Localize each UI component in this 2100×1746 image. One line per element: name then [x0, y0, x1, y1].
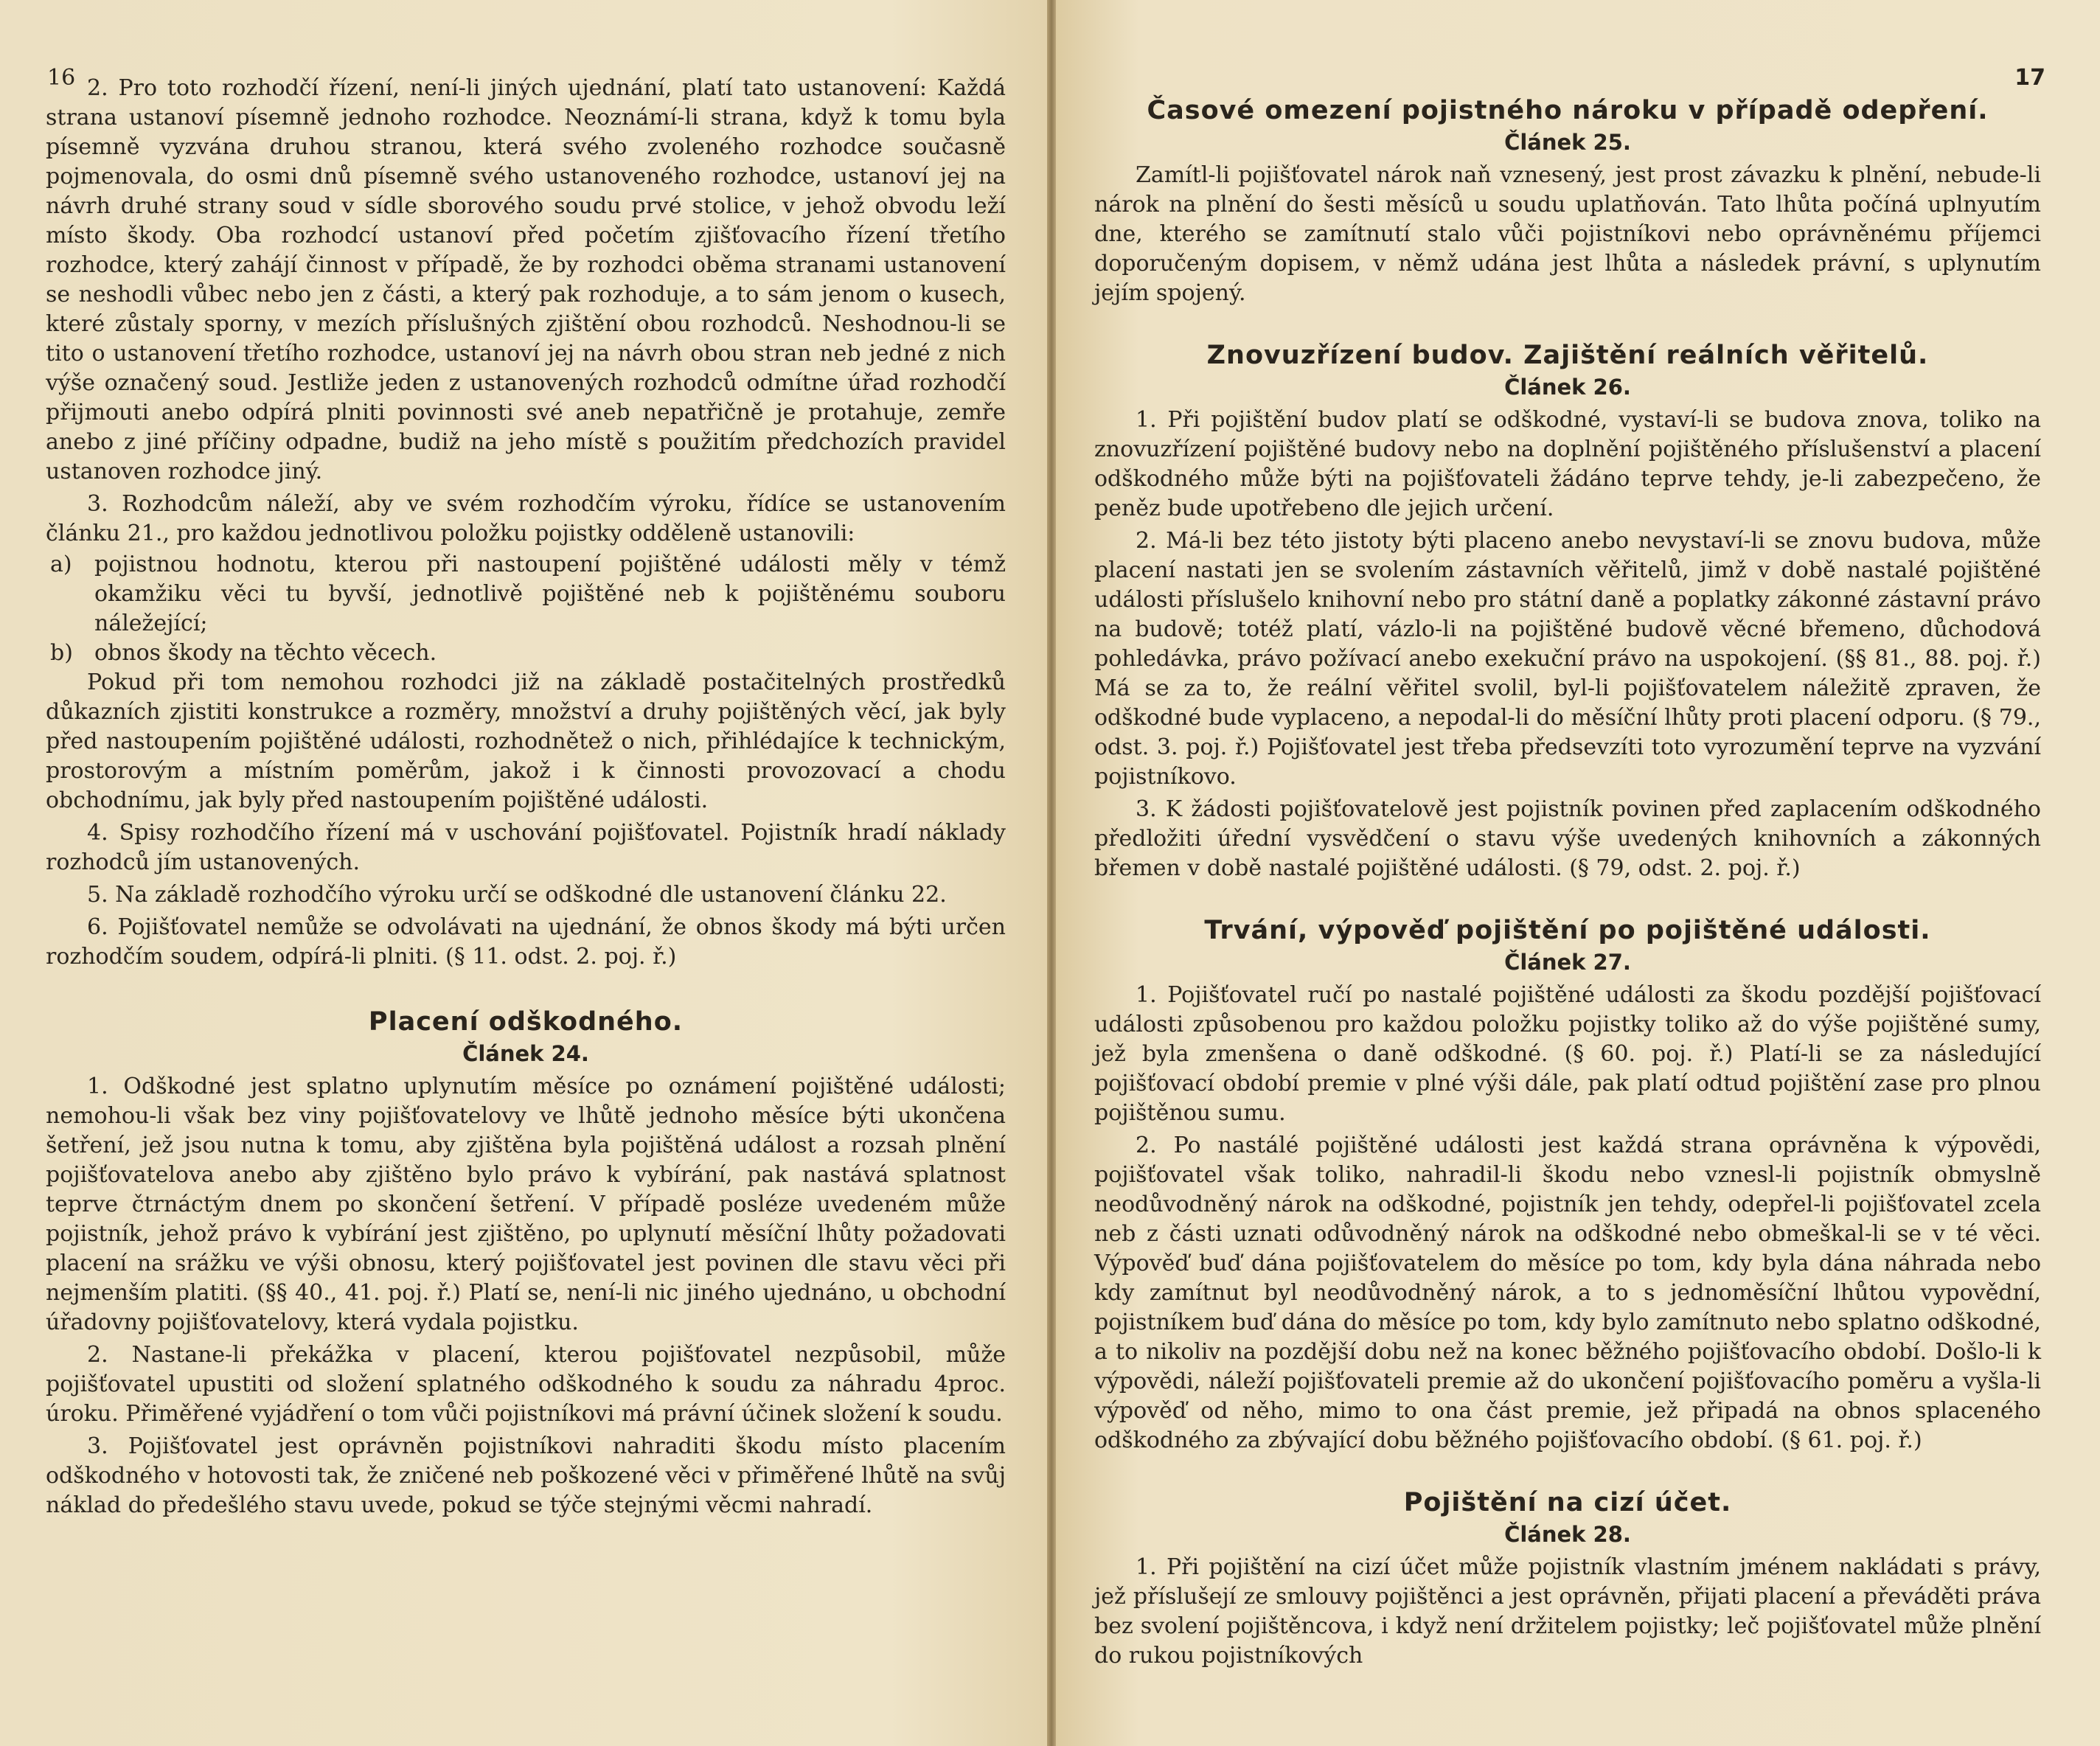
paragraph: 2. Má-li bez této jistoty býti placeno anebo nevystaví-li se znovu budova, může placení nastati jen se svolením zástavních věřitelů, jimž v době nastalé pojištěné události příslušelo knihovní nebo pro státní daně a poplatky zákonné zástavní právo na budově; totéž platí, vázlo-li na pojištěné budově věcné břemeno, důchodová pohledávka, právo požívací anebo exekuční právo na uspokojení. (§§ 81., 88. poj. ř.) Má se za to, že reální věřitel svolil, byl-li pojišťovatelem náležitě zpraven, že odškodné bude vyplaceno, a nepodal-li do měsíční lhůty proti placení odporu. (§ 79., odst. 3. poj. ř.) Pojišťovatel jest třeba předsevzíti toto vyrozumění teprve na vyzvání pojistníkovo. [1094, 528, 2041, 790]
page-number: 16 [47, 65, 76, 91]
paragraph: 1. Při pojištění na cizí účet může pojistník vlastním jménem nakládati s právy, jež příslušejí ze smlouvy pojištěnci a jest oprávněn, přijati placení a převáděti práva bez svolení pojištěncova, i když není držitelem pojistky; leč pojišťovatel může plnění do rukou pojistníkových [1094, 1554, 2041, 1669]
list-item-text: obnos škody na těchto věcech. [94, 640, 437, 666]
right-page [1056, 0, 2100, 1746]
list-item-label: b) [50, 640, 73, 666]
page-number: 17 [2014, 65, 2045, 91]
section-heading: Trvání, výpověď pojištění po pojištěné události. [1204, 916, 1931, 945]
section-heading: Placení odškodného. [368, 1007, 684, 1037]
paragraph: 3. K žádosti pojišťovatelově jest pojistník povinen před zaplacením odškodného předložiti úřední vysvědčení o stavu výše uvedených knihovních a zákonných břemen v době nastalé pojištěné události. (§ 79, odst. 2. poj. ř.) [1094, 796, 2041, 881]
paragraph: 4. Spisy rozhodčího řízení má v uschování pojišťovatel. Pojistník hradí náklady rozhodců jím ustanovených. [46, 820, 1006, 875]
list-item [46, 550, 1006, 639]
list-item [46, 639, 1006, 668]
paragraph: 2. Nastane-li překážka v placení, kterou pojišťovatel nezpůsobil, může pojišťovatel upustiti od složení splatného odškodného k soudu za náhradu 4proc. úroku. Přiměřené vyjádření o tom vůči pojistníkovi má právní účinek složení k soudu. [46, 1342, 1006, 1427]
article-heading: Článek 24. [462, 1041, 589, 1066]
paragraph: Zamítl-li pojišťovatel nárok naň vznesený, jest prost závazku k plnění, nebude-li nárok na plnění do šesti měsíců u soudu uplatňován. Tato lhůta počíná uplnyutím dne, kterého se zamítnutí stalo vůči pojistníkovi nebo oprávněnému příjemci doporučeným dopisem, v němž udána jest lhůta a následek právní, s uplynutím jejím spojený. [1094, 162, 2041, 306]
paragraph: 6. Pojišťovatel nemůže se odvolávati na ujednání, že obnos škody má býti určen rozhodčím soudem, odpírá-li plniti. (§ 11. odst. 2. poj. ř.) [46, 914, 1006, 970]
paragraph: 3. Rozhodcům náleží, aby ve svém rozhodčím výroku, řídíce se ustanovením článku 21., pro každou jednotlivou položku pojistky odděleně ustanovili: [46, 491, 1006, 546]
list-item-text: pojistnou hodnotu, kterou při nastoupení pojištěné události měly v témž okamžiku věci tu byvší, jednotlivě pojištěné neb k pojištěnému souboru náležející; [94, 552, 1006, 636]
article-heading: Článek 26. [1504, 375, 1631, 400]
paragraph: 3. Pojišťovatel jest oprávněn pojistníkovi nahraditi škodu místo placením odškodného v hotovosti tak, že zničené neb poškozené věci v přiměřené lhůtě na svůj náklad do předešlého stavu uvede, pokud se týče stejnými věcmi nahradí. [46, 1433, 1006, 1518]
paragraph: 1. Při pojištění budov platí se odškodné, vystaví-li se budova znova, toliko na znovuzřízení pojištěné budovy nebo na doplnění pojištěného příslušenství a placení odškodného může býti na pojišťovateli žádáno teprve tehdy, je-li zabezpečeno, že peněz bude upotřebeno dle jejich určení. [1094, 407, 2041, 521]
section-heading: Časové omezení pojistného nároku v případě odepření. [1147, 96, 1989, 125]
article-heading: Článek 28. [1504, 1522, 1631, 1547]
paragraph: 2. Pro toto rozhodčí řízení, není-li jiných ujednání, platí tato ustanovení: Každá strana ustanoví písemně jednoho rozhodce. Neoznámí-li strana, když k tomu byla písemně vyzvána druhou stranou, která svého zvoleného rozhodce současně pojmenovala, do osmi dnů písemně svého ustanoveného rozhodce, ustanoví jej na návrh druhé strany soud v sídle sborového soudu prvé stolice, v jehož obvodu leží místo škody. Oba rozhodcí ustanoví před početím zjišťovacího řízení třetího rozhodce, který zahájí činnost v případě, že by rozhodci oběma stranami ustanovení se neshodli vůbec nebo jen z části, a který pak rozhoduje, a to sám jenom o kusech, které zůstaly sporny, v mezích příslušných zjištění obou rozhodců. Neshodnou-li se tito o ustanovení třetího rozhodce, ustanoví jej na návrh obou stran neb jedné z nich výše označený soud. Jestliže jeden z ustanovených rozhodců odmítne úřad rozhodčí přijmouti anebo odpírá plniti povinnosti své aneb nepatřičně je protahuje, zemře anebo z jiné příčiny odpadne, budiž na jeho místě s použitím předchozích pravidel ustanoven rozhodce jiný. [46, 75, 1006, 484]
paragraph: 1. Pojišťovatel ručí po nastalé pojištěné události za škodu pozdější pojišťovací události způsobenou pro každou položku pojistky toliko až do výše pojištěné sumy, jež byla zmenšena o daně odškodné. (§ 60. poj. ř.) Platí-li se za následující pojišťovací období premie v plné výši dále, pak platí odtud pojištění zase pro plnou pojištěnou sumu. [1094, 982, 2041, 1126]
article-heading: Článek 27. [1504, 950, 1631, 975]
book-gutter [1047, 0, 1056, 1746]
article-heading: Článek 25. [1504, 130, 1631, 155]
left-page [0, 0, 1047, 1746]
list-item-label: a) [50, 552, 72, 577]
paragraph: 1. Odškodné jest splatno uplynutím měsíce po oznámení pojištěné události; nemohou-li však bez viny pojišťovatelovy ve lhůtě jednoho měsíce býti ukončena šetření, jež jsou nutna k tomu, aby zjištěna byla pojištěná událost a rozsah plnění pojišťovatelova anebo aby zjištěno bylo právo k vybírání, pak nastává splatnost teprve čtrnáctým dnem po skončení šetření. V případě posléze uvedeném může pojistník, jehož právo k vybírání jest zjištěno, po uplynutí měsíční lhůty požadovati placení na srážku ve výši obnosu, který pojišťovatel jest povinen dle stavu věci při nejmenším platiti. (§§ 40., 41. poj. ř.) Platí se, není-li nic jiného ujednáno, u obchodní úřadovny pojišťovatelovy, která vydala pojistku. [46, 1074, 1006, 1335]
list [46, 550, 1006, 668]
paragraph: 2. Po nastálé pojištěné události jest každá strana oprávněna k výpovědi, pojišťovatel však toliko, nahradil-li škodu nebo vznesl-li pojistník obmyslně neodůvodněný nárok na odškodné, pojistník jen tehdy, odepřel-li pojišťovatel zcela neb z části uznati odůvodněný nárok na odškodné nebo obmeškal-li se v té věci. Výpověď buď dána pojišťovatelem do měsíce po tom, kdy byla dána náhrada nebo kdy zamítnut byl neodůvodněný nárok, a to s jednoměsíční lhůtou vypovědní, pojistníkem buď dána do měsíce po tom, kdy bylo zamítnuto nebo splatno odškodné, a to nikoliv na pozdější dobu než na konec běžného pojišťovacího období. Došlo-li k výpovědi, náleží pojišťovateli premie až do ukončení pojišťovacího poměru a vyšla-li výpověď od něho, mimo to ona část premie, jež připadá na obnos splaceného odškodného za zbývající dobu běžného pojišťovacího období. (§ 61. poj. ř.) [1094, 1133, 2041, 1453]
section-heading: Pojištění na cizí účet. [1403, 1488, 1732, 1517]
paragraph: Pokud při tom nemohou rozhodci již na základě postačitelných prostředků důkazních zjistiti konstrukce a rozměry, množství a druhy pojištěných věcí, jak byly před nastoupením pojištěné události, rozhodnětež o nich, přihlédajíce k technickým, prostorovým a místním poměrům, jakož i k činnosti provozovací a chodu obchodnímu, jak byly před nastoupením pojištěné události. [46, 669, 1006, 813]
section-heading: Znovuzřízení budov. Zajištění reálních věřitelů. [1206, 341, 1929, 370]
paragraph: 5. Na základě rozhodčího výroku určí se odškodné dle ustanovení článku 22. [87, 882, 947, 908]
